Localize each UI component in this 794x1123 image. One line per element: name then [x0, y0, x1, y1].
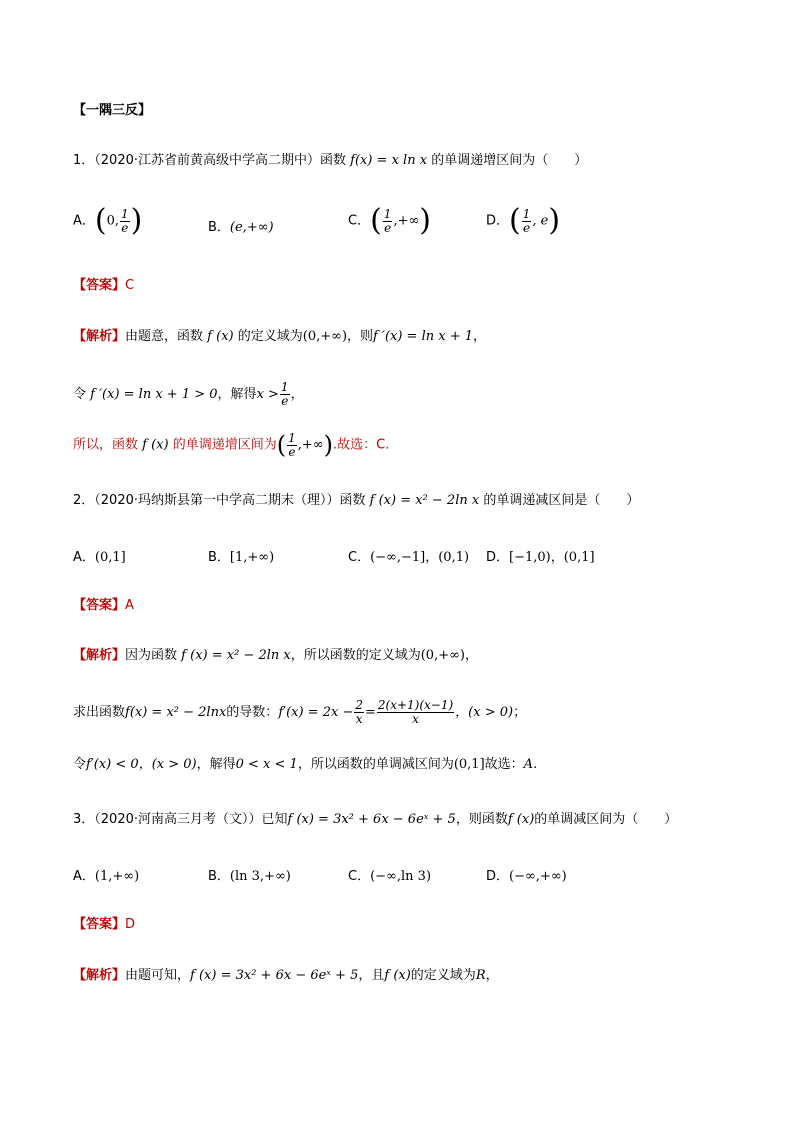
q3-option-a-label: A．: [73, 869, 95, 884]
q2-a1-text2: ，所以函数的定义域为: [290, 648, 421, 663]
q2-analysis-label: 【解析】: [73, 648, 126, 663]
q3-answer-value: D: [125, 917, 136, 932]
q2-a1-text1: 因为函数: [125, 648, 178, 663]
q1-option-b: [208, 216, 274, 235]
q2-a3-range: 0 < x < 1: [235, 757, 298, 772]
q1-answer-label: 【答案】: [73, 278, 126, 293]
q3-a1-text1: 由题可知，: [125, 968, 191, 983]
q3-answer: [73, 915, 135, 935]
q1-a3-text1: 所以，函数: [73, 437, 139, 453]
q2-a1-text3: ，: [465, 648, 479, 663]
q1-option-d-den: e: [523, 220, 531, 235]
q2-a2-text2: 的导数：: [226, 705, 279, 720]
q3-option-c: [348, 865, 431, 884]
q1-a1-text3: ，则: [347, 329, 374, 344]
q3-a1-f: f (x) = 3x² + 6x − 6eˣ + 5: [190, 968, 359, 983]
q1-analysis-label: 【解析】: [73, 329, 126, 344]
q2-option-b-label: B．: [208, 550, 230, 565]
q1-formula: f(x) = x ln x: [350, 153, 428, 168]
q2-prefix: 2．（2020·玛纳斯县第一中学高二期末（理））函数: [73, 493, 366, 508]
q3-option-c-value: (−∞,ln 3): [370, 869, 432, 884]
q1-option-a-label: A．: [73, 213, 95, 229]
q3-a1-text2: ，且: [358, 968, 385, 983]
q1-option-c-den: e: [384, 220, 392, 235]
q3-analysis-line-1: [73, 966, 499, 986]
section-title: 【一隅三反】: [73, 103, 152, 118]
q1-prefix: 1．（2020·江苏省前黄高级中学高二期中）函数: [73, 153, 346, 168]
q3-a1-R: R: [475, 968, 486, 983]
q2-option-d-label: D．: [486, 550, 510, 565]
q2-option-c-value: (−∞,−1]，(0,1): [370, 550, 470, 565]
q3-answer-label: 【答案】: [73, 917, 126, 932]
q1-option-c-right: ,+∞: [393, 213, 420, 229]
q2-option-d-value: [−1,0)，(0,1]: [509, 550, 595, 565]
q1-analysis-line-2: [73, 381, 304, 408]
q3-option-d: [486, 865, 567, 884]
q3-a1-text3: 的定义域为: [410, 968, 476, 983]
q2-a3-text2: ，解得: [196, 757, 236, 772]
q2-analysis-line-3: [73, 755, 537, 775]
q1-a1-text2: 的定义域为: [237, 329, 303, 344]
q3-analysis-label: 【解析】: [73, 968, 126, 983]
q3-option-b: [208, 865, 291, 884]
q2-a3-text3: ，所以函数的单调减区间为: [297, 757, 454, 772]
q2-a2-frac2-num: 2(x+1)(x−1): [377, 698, 454, 712]
q3-option-d-value: (−∞,+∞): [509, 869, 567, 884]
q1-answer: [73, 276, 134, 296]
q2-a2-frac1-den: x: [355, 712, 363, 726]
q2-a3-condition: ，(x > 0): [138, 757, 197, 772]
q2-a2-eq: =: [364, 705, 376, 720]
q2-answer-value: A: [125, 598, 134, 613]
q1-option-a-den: e: [121, 220, 129, 235]
q1-analysis-line-1: [73, 327, 486, 347]
q2-option-c: [348, 546, 469, 565]
q2-a2-derivative: f′(x) = 2x −: [278, 705, 354, 720]
q1-answer-value: C: [125, 278, 135, 293]
q2-a2-frac2-den: x: [412, 712, 419, 726]
q2-answer-label: 【答案】: [73, 598, 126, 613]
q3-suffix: 的单调减区间为（ ）: [534, 812, 678, 827]
q1-a1-derivative: f ′(x) = ln x + 1: [373, 329, 473, 344]
q2-a3-choice: A: [523, 757, 534, 772]
q2-option-b: [208, 546, 274, 565]
q1-a2-text2: ，解得: [217, 387, 257, 402]
q1-a3-text3: .故选：C.: [332, 437, 390, 453]
q2-formula: f (x) = x² − 2ln x: [369, 493, 480, 508]
q1-a3-frac-num: 1: [288, 430, 296, 445]
q2-analysis-line-1: [73, 646, 478, 666]
q3-option-d-label: D．: [486, 869, 510, 884]
q1-option-d: D．( $\frac{1}{e}$ , e): [486, 203, 561, 238]
q1-a1-f: f (x): [207, 329, 234, 344]
q1-option-d-right: , e: [532, 213, 549, 229]
q1-a2-frac-den: e: [281, 394, 289, 408]
q1-a1-domain: (0,+∞): [302, 329, 348, 344]
q2-a3-text4: 故选：: [484, 757, 524, 772]
q2-a3-text1: 令: [73, 757, 87, 772]
q2-a2-f: f(x) = x² − 2lnx: [125, 705, 227, 720]
q3-option-c-label: C．: [348, 869, 371, 884]
q2-a2-text1: 求出函数: [73, 705, 126, 720]
q2-a1-domain: (0,+∞): [420, 648, 466, 663]
q1-a2-frac-num: 1: [280, 380, 289, 394]
q3-option-a-value: (1,+∞): [94, 869, 140, 884]
q1-a2-x: x >: [256, 387, 279, 402]
q2-analysis-line-2: [73, 699, 526, 726]
q1-suffix: 的单调递增区间为（ ）: [431, 153, 588, 168]
question-1: [73, 151, 587, 171]
q1-option-d-label: D．: [486, 213, 510, 229]
q1-option-c-num: 1: [383, 206, 392, 221]
q1-a3-text2: 的单调递增区间为: [172, 437, 277, 453]
q3-option-a: [73, 865, 139, 884]
q2-option-a: [73, 546, 126, 565]
q2-option-c-label: C．: [348, 550, 371, 565]
q1-option-c: C．( $\frac{1}{e}$ ,+∞): [348, 203, 432, 238]
q3-mid: ，则函数: [455, 812, 508, 827]
q2-a3-inequality: f′(x) < 0: [86, 757, 139, 772]
q1-option-d-num: 1: [522, 206, 531, 221]
question-2: [73, 491, 639, 511]
q1-a1-text4: ，: [473, 329, 487, 344]
q2-option-a-label: A．: [73, 550, 95, 565]
q1-a3-frac-den: e: [288, 444, 296, 459]
question-3: [73, 810, 677, 830]
q2-a3-interval: (0,1]: [453, 757, 485, 772]
q3-prefix: 3．（2020·河南高三月考（文））已知: [73, 812, 288, 827]
q1-a2-inequality: f ′(x) = ln x + 1 > 0: [90, 387, 218, 402]
q2-a3-text5: .: [533, 757, 538, 772]
q1-a1-text1: 由题意，函数: [125, 329, 204, 344]
q1-option-a: A．(0, $\frac{1}{e}$ ): [73, 203, 143, 238]
q3-option-b-value: (ln 3,+∞): [229, 869, 291, 884]
q1-a2-text3: ，: [290, 387, 304, 402]
q2-a2-text3: ；: [513, 705, 527, 720]
q1-a2-text1: 令: [73, 387, 87, 402]
q3-a1-text4: ，: [485, 968, 499, 983]
q1-a3-right: ,+∞: [297, 437, 324, 453]
q1-option-b-value: (e,+∞): [229, 220, 274, 235]
q1-option-b-label: B．: [208, 220, 230, 235]
q1-option-a-left: 0,: [106, 213, 120, 229]
q3-a1-f2: f (x): [384, 968, 411, 983]
q2-option-d: [486, 546, 595, 565]
q2-suffix: 的单调递减区间是（ ）: [483, 493, 640, 508]
q1-option-a-num: 1: [121, 206, 129, 221]
q2-a2-condition: ，(x > 0): [455, 705, 514, 720]
q1-option-c-label: C．: [348, 213, 371, 229]
q1-a3-f: f (x): [142, 437, 169, 453]
q1-analysis-line-3: 所以，函数 f (x) 的单调递增区间为( $\frac{1}{e}$ ,+∞).故选：C.: [73, 430, 390, 459]
q2-a1-f: f (x) = x² − 2ln x: [181, 648, 291, 663]
q3-option-b-label: B．: [208, 869, 230, 884]
q3-formula: f (x) = 3x² + 6x − 6eˣ + 5: [287, 812, 456, 827]
q2-answer: [73, 596, 134, 616]
q2-option-a-value: (0,1]: [94, 550, 126, 565]
q2-a2-frac1-num: 2: [355, 698, 363, 712]
q2-option-b-value: [1,+∞): [229, 550, 275, 565]
q3-f: f (x): [507, 812, 535, 827]
